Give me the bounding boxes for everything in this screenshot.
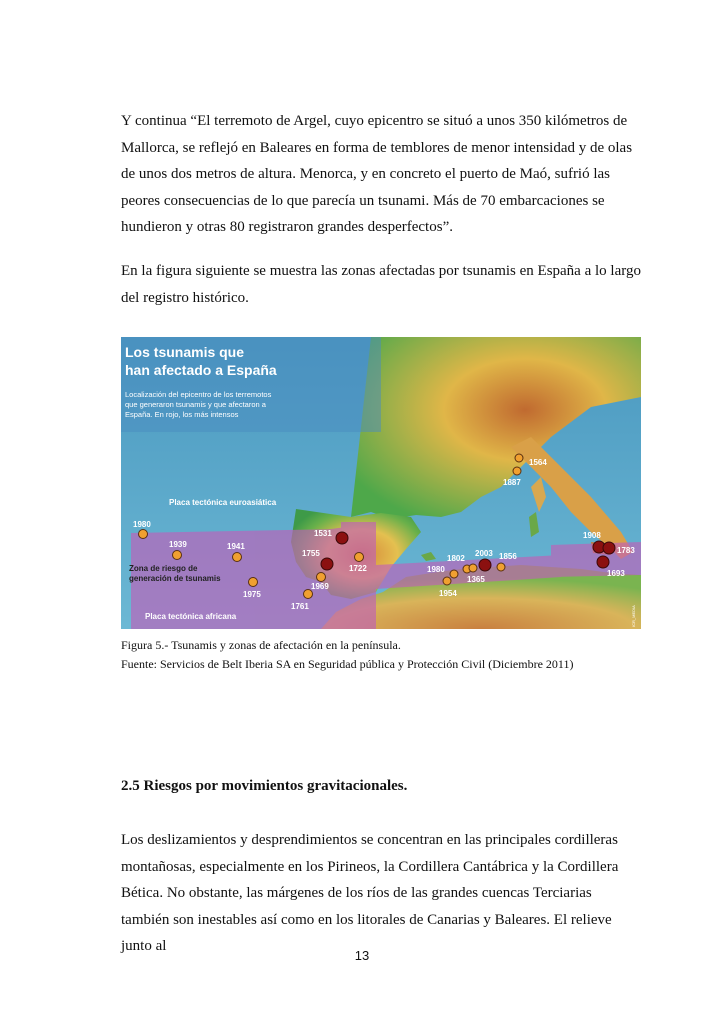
epicenter-marker-1755 (321, 558, 333, 570)
year-label-1954: 1954 (439, 589, 457, 598)
year-label-1908: 1908 (583, 531, 601, 540)
epicenter-marker-1975 (249, 578, 258, 587)
year-label-1564: 1564 (529, 458, 547, 467)
paragraph-figure-intro: En la figura siguiente se muestra las zonas afectadas por tsunamis en España a lo largo del registro histórico. (121, 263, 641, 306)
epicenter-marker-1564 (515, 454, 523, 462)
year-label-1939: 1939 (169, 540, 187, 549)
epicenter-marker-1980-atlantic (139, 530, 148, 539)
year-label-1980-atlantic: 1980 (133, 520, 151, 529)
page-number: 13 (354, 948, 370, 963)
year-label-1802: 1802 (447, 554, 465, 563)
epicenter-marker-1939 (173, 551, 182, 560)
epicenter-marker-1531 (336, 532, 348, 544)
year-label-1761: 1761 (291, 602, 309, 611)
plate-eurasian-label: Placa tectónica euroasiática (169, 498, 277, 507)
paragraph-gravitational-risks: Los deslizamientos y desprendimientos se concentran en las principales cordilleras montañosas, especialmente en los Pirineos, la Cordillera Cantábrica y la Cordillera Bética. No obstante, las márgenes de los ríos de las grandes cuencas Terciarias también son inestables así como en los litorales de Canarias y Baleares. El relieve junto al (121, 832, 619, 954)
figure-caption: Figura 5.- Tsunamis y zonas de afectación en la península. (121, 638, 401, 652)
epicenter-marker-2003 (479, 559, 491, 571)
year-label-2003: 2003 (475, 549, 493, 558)
epicenter-marker-1969 (317, 573, 326, 582)
year-label-1722: 1722 (349, 564, 367, 573)
year-label-1783: 1783 (617, 546, 635, 555)
map-credit: ICR_MEDIA (631, 605, 636, 627)
epicenter-marker-1722 (355, 553, 364, 562)
tsunami-map-figure (121, 337, 641, 629)
section-heading: 2.5 Riesgos por movimientos gravitacionales. (121, 778, 408, 794)
figure-source: Fuente: Servicios de Belt Iberia SA en Seguridad pública y Protección Civil (Diciembre 2011) (121, 657, 574, 671)
zone-label-line2: generación de tsunamis (129, 574, 221, 583)
map-subtitle-line3: España. En rojo, los más intensos (125, 410, 239, 419)
map-subtitle-line2: que generaron tsunamis y que afectaron a (125, 400, 266, 409)
plate-african-label: Placa tectónica africana (145, 612, 237, 621)
epicenter-marker-1365 (469, 564, 477, 572)
year-label-1856: 1856 (499, 552, 517, 561)
year-label-1980-algeria: 1980 (427, 565, 445, 574)
epicenter-marker-1887 (513, 467, 521, 475)
map-title-line1: Los tsunamis que (125, 344, 245, 360)
epicenter-marker-1941 (233, 553, 242, 562)
year-label-1969: 1969 (311, 582, 329, 591)
zone-label-line1: Zona de riesgo de (129, 564, 198, 573)
epicenter-marker-1856 (497, 563, 505, 571)
year-label-1887: 1887 (503, 478, 521, 487)
map-subtitle-line1: Localización del epicentro de los terremotos (125, 390, 272, 399)
epicenter-marker-1693 (597, 556, 609, 568)
epicenter-marker-1761 (304, 590, 313, 599)
paragraph-argel-quote: Y continua “El terremoto de Argel, cuyo epicentro se situó a unos 350 kilómetros de Mallorca, se reflejó en Baleares en forma de temblores de menor intensidad y de olas de unos dos metros de altura. Menorca, y en concreto el puerto de Maó, sufrió las peores consecuencias de lo que parecía un tsunami. Más de 70 embarcaciones se hundieron y otras 80 registraron grandes desperfectos”. (121, 113, 633, 235)
map-title-line2: han afectado a España (125, 362, 277, 378)
epicenter-marker-1980-algeria (450, 570, 458, 578)
epicenter-marker-1954 (443, 577, 451, 585)
year-label-1975: 1975 (243, 590, 261, 599)
epicenter-marker-1783 (603, 542, 615, 554)
year-label-1365: 1365 (467, 575, 485, 584)
year-label-1531: 1531 (314, 529, 332, 538)
year-label-1941: 1941 (227, 542, 245, 551)
year-label-1693: 1693 (607, 569, 625, 578)
year-label-1755: 1755 (302, 549, 320, 558)
